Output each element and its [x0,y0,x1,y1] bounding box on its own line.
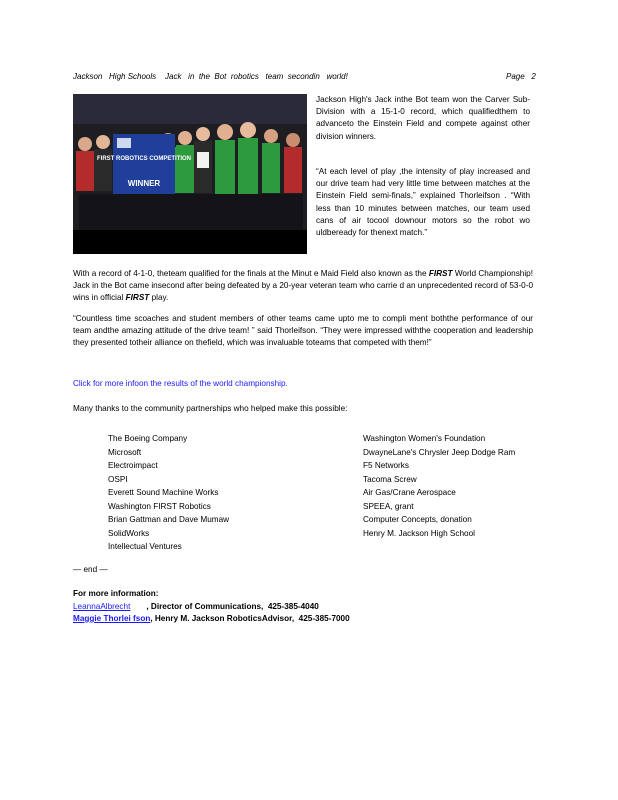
sponsor-list-left [90,432,330,554]
sponsor-item [90,500,330,514]
banner-top-text: FIRST ROBOTICS COMPETITION [97,156,191,162]
paragraph-1: Jackson High's Jack inthe Bot team won the Carver Sub-Division with a 15-1-0 record, which qualifiedthem to advanceto the Einstein Field and compete against other division winners. [316,95,530,141]
championship-results-link[interactable]: Click for more infoon the results of the world championship. [73,379,288,388]
paragraph-3-part-a: With a record of 4-1-0, theteam qualified for the finals at the Minut e Maid Field also known as the [73,269,429,278]
sponsor-list-right [345,432,535,540]
page-header-title: Jackson High Schools Jack in the Bot robotics team secondin world! [73,72,348,81]
sponsor-name: Tacoma Screw [363,474,417,484]
contact-name-thorleifson[interactable]: Maggie Thorlei fson [73,614,151,623]
sponsor-name: Microsoft [108,447,142,457]
sponsor-name: SolidWorks [108,528,150,538]
sponsor-item [345,446,535,460]
sponsor-name: Washington Women's Foundation [363,434,486,443]
bullet-icon [90,500,108,514]
sponsor-item [345,527,535,541]
sponsor-name: Everett Sound Machine Works [108,488,219,497]
sponsor-item [90,513,330,527]
bullet-icon [90,473,108,487]
bullet-icon [345,500,363,514]
paragraph-3-first-2: FIRST [125,293,150,303]
sponsor-name: F5 Networks [363,461,409,470]
sponsor-name: OSPI [108,474,128,484]
bullet-icon [90,432,108,446]
bullet-icon [345,459,363,473]
contact-block [73,588,543,626]
banner-winner-text: WINNER [127,179,161,188]
sponsor-name: DwayneLane's Chrysler Jeep Dodge Ram [363,447,516,457]
bullet-icon [345,473,363,487]
contact-details-albrecht: , Director of Communications, 425-385-4040 [146,601,319,611]
bullet-icon [90,459,108,473]
sponsor-item [90,527,330,541]
sponsor-item [345,473,535,487]
bullet-icon [345,513,363,527]
paragraph-3-part-c: play. [149,293,169,303]
sponsor-item [345,486,535,500]
sponsor-item [345,459,535,473]
sponsor-name: Electroimpact [108,461,158,470]
bullet-icon [345,486,363,500]
sponsor-item [90,459,330,473]
team-photo [73,94,307,254]
contact-details-thorleifson: , Henry M. Jackson RoboticsAdvisor, 425-385-7000 [150,614,350,623]
contact-name-albrecht[interactable]: LeannaAlbrecht [73,601,131,611]
bullet-icon [345,446,363,460]
bullet-icon [345,432,363,446]
paragraph-4: “Countless time scoaches and student members of other teams came upto me to compli ment boththe performance of our team andthe amazing attitude of the drive team! ” said Thorleifson. “They were impressed withthe cooperation and leadership they presented totheir alliance on thefield, which was invaluable toteams that competed with them!” [73,314,533,348]
sponsor-item [90,486,330,500]
paragraph-3-first-1: FIRST [428,269,453,278]
contact-heading: For more information: [73,589,159,598]
page-number: Page 2 [506,72,536,81]
sponsor-name: Henry M. Jackson High School [363,528,475,538]
bullet-icon [345,527,363,541]
sponsor-item [90,473,330,487]
sponsor-item [345,432,535,446]
bullet-icon [90,527,108,541]
sponsor-item [90,540,330,554]
bullet-icon [90,486,108,500]
bullet-icon [90,513,108,527]
thanks-line: Many thanks to the community partnerships who helped make this possible: [73,404,348,413]
sponsor-name: SPEEA, grant [363,501,414,511]
paragraph-3 [73,268,533,305]
sponsor-item [90,446,330,460]
sponsor-item [345,513,535,527]
sponsor-name: Intellectual Ventures [108,542,182,551]
bullet-icon [90,540,108,554]
sponsor-name: Washington FIRST Robotics [108,501,211,511]
bullet-icon [90,446,108,460]
team-photo-illustration [73,94,307,254]
sponsor-item [345,500,535,514]
sponsor-name: Brian Gattman and Dave Mumaw [108,515,230,524]
sponsor-item [90,432,330,446]
paragraph-2: “At each level of play ,the intensity of play increased and our drive team had very little time between matches at the Einstein Field semi-finals,” explained Thorleifson . “With less than 10 minutes between matches, our team used cans of air tocool downour motors so the robot wo uldbeready for thenext match.” [316,167,530,238]
sponsor-name: Computer Concepts, donation [363,515,472,524]
end-marker: — end — [73,565,108,574]
paragraph-3-part-b: World Championship! Jack in the Bot came insecond after being defeated by a 20-year veteran team who carrie d an unprecedented record of 53-0-0 wins in official [73,269,533,303]
sponsor-name: The Boeing Company [108,434,188,443]
sponsor-name: Air Gas/Crane Aerospace [363,488,456,497]
